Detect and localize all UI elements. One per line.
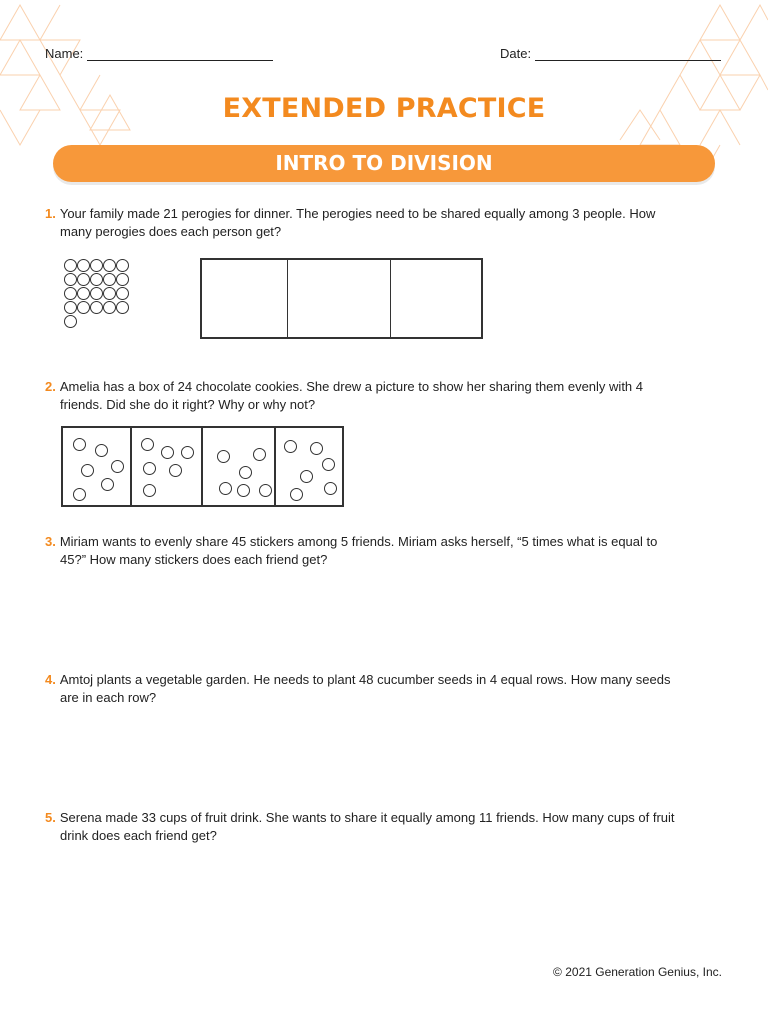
cookie-circle <box>101 478 114 491</box>
perogy-circle <box>90 301 103 314</box>
perogy-circle <box>77 259 90 272</box>
cookie-circle <box>143 484 156 497</box>
perogy-circle <box>64 287 77 300</box>
question-number: 5. <box>45 810 56 825</box>
cookie-circle <box>259 484 272 497</box>
cookie-circle <box>169 464 182 477</box>
cookie-circle <box>73 488 86 501</box>
cookie-circle <box>143 462 156 475</box>
cookie-circle <box>284 440 297 453</box>
perogy-circle <box>64 315 77 328</box>
perogy-circle <box>116 259 129 272</box>
perogy-circle <box>103 301 116 314</box>
perogy-circle <box>64 259 77 272</box>
cookie-circle <box>300 470 313 483</box>
cookie-circle <box>81 464 94 477</box>
cookie-circle <box>290 488 303 501</box>
question-4 <box>45 671 735 707</box>
sharing-boxes <box>200 258 483 339</box>
question-text: Your family made 21 perogies for dinner. The perogies need to be shared equally among 3 people. How <box>59 206 656 221</box>
topic-banner: INTRO TO DIVISION <box>53 145 715 182</box>
perogy-circle <box>116 301 129 314</box>
perogy-circle <box>77 273 90 286</box>
question-number: 4. <box>45 672 56 687</box>
question-number: 1. <box>45 206 56 221</box>
cookie-divider <box>201 428 203 505</box>
question-text: Miriam wants to evenly share 45 stickers among 5 friends. Miriam asks herself, “5 times what is equal to <box>59 534 658 549</box>
cookie-circle <box>111 460 124 473</box>
cookie-divider <box>274 428 276 505</box>
question-text: Amtoj plants a vegetable garden. He needs to plant 48 cucumber seeds in 4 equal rows. How many seeds <box>59 672 671 687</box>
perogy-circle <box>90 259 103 272</box>
share-box-2[interactable] <box>288 260 391 337</box>
perogy-circle <box>90 273 103 286</box>
perogy-circle <box>90 287 103 300</box>
cookie-circle <box>181 446 194 459</box>
question-number: 3. <box>45 534 56 549</box>
cookie-circle <box>253 448 266 461</box>
date-label: Date: <box>500 46 532 61</box>
cookie-circle <box>310 442 323 455</box>
question-1 <box>45 205 735 241</box>
perogy-circle <box>64 301 77 314</box>
perogy-circle <box>77 301 90 314</box>
cookie-circle <box>217 450 230 463</box>
question-number: 2. <box>45 379 56 394</box>
cookie-divider <box>130 428 132 505</box>
question-text-continued: friends. Did she do it right? Why or why not? <box>60 397 316 412</box>
perogy-circle <box>77 287 90 300</box>
perogy-circle <box>103 273 116 286</box>
date-field[interactable] <box>500 46 721 61</box>
perogy-circle <box>116 287 129 300</box>
question-3 <box>45 533 735 569</box>
question-5 <box>45 809 735 845</box>
cookie-circle <box>237 484 250 497</box>
perogy-circle <box>103 287 116 300</box>
question-text: Amelia has a box of 24 chocolate cookies. She drew a picture to show her sharing them evenly with 4 <box>59 379 643 394</box>
share-box-1[interactable] <box>202 260 288 337</box>
perogy-circle <box>103 259 116 272</box>
cookie-circle <box>95 444 108 457</box>
cookie-circle <box>141 438 154 451</box>
name-field[interactable] <box>45 46 273 61</box>
name-line[interactable] <box>87 48 273 61</box>
share-box-3[interactable] <box>391 260 481 337</box>
question-text-continued: many perogies does each person get? <box>60 224 282 239</box>
question-text-continued: are in each row? <box>60 690 157 705</box>
date-line[interactable] <box>535 48 721 61</box>
cookie-circle <box>161 446 174 459</box>
name-label: Name: <box>45 46 84 61</box>
cookie-sharing-picture <box>61 426 344 507</box>
cookie-circle <box>219 482 232 495</box>
perogy-circle <box>116 273 129 286</box>
question-text-continued: drink does each friend get? <box>60 828 217 843</box>
copyright-footer: © 2021 Generation Genius, Inc. <box>553 965 722 979</box>
perogy-circle <box>64 273 77 286</box>
cookie-circle <box>324 482 337 495</box>
cookie-circle <box>322 458 335 471</box>
cookie-circle <box>73 438 86 451</box>
page-title: EXTENDED PRACTICE <box>222 93 546 124</box>
cookie-circle <box>239 466 252 479</box>
question-text: Serena made 33 cups of fruit drink. She wants to share it equally among 11 friends. How many cups of fruit <box>59 810 675 825</box>
question-text-continued: 45?” How many stickers does each friend get? <box>60 552 328 567</box>
perogies-illustration <box>64 259 134 331</box>
question-2 <box>45 378 735 414</box>
